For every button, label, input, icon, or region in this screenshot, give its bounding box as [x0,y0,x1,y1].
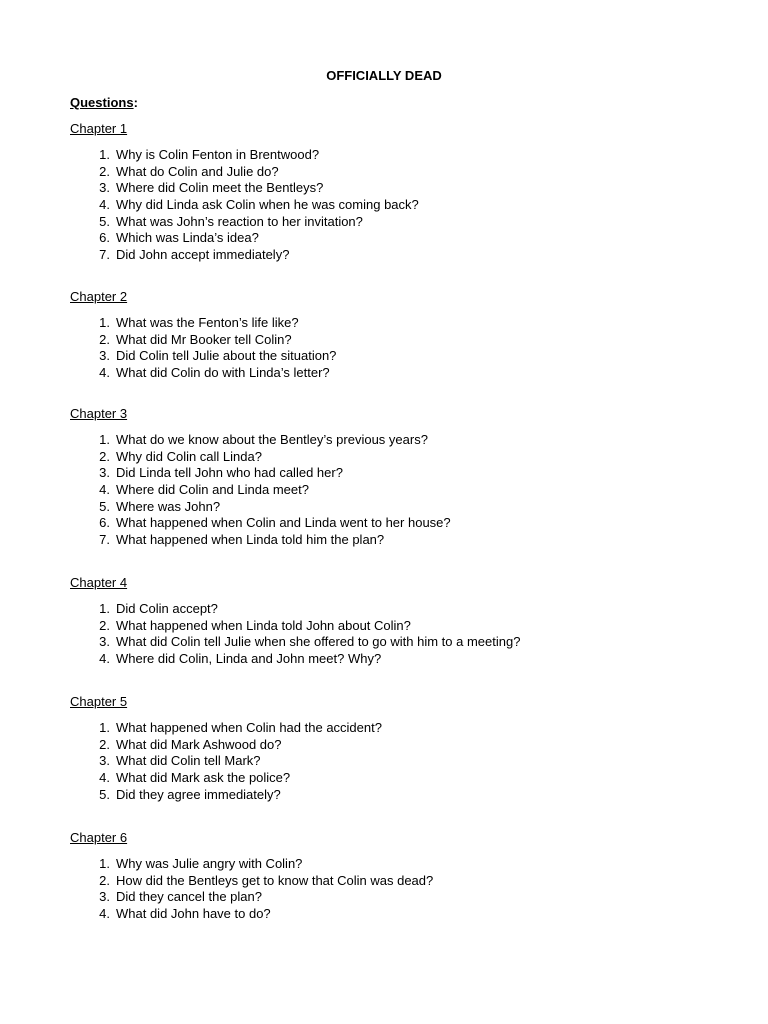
question-number: 1. [99,601,110,616]
question-item [70,787,710,804]
question-number: 1. [99,147,110,162]
question-item [70,315,710,332]
question-text: Where did Colin meet the Bentleys? [116,180,324,196]
question-item [70,180,710,197]
question-number: 4. [99,365,110,381]
question-number: 1. [99,432,110,447]
question-list [70,147,710,264]
chapter-title: Chapter 1 [70,121,128,136]
question-item [70,753,710,770]
chapter-section [70,830,710,923]
chapter-title: Chapter 5 [70,694,128,709]
question-item [70,197,710,214]
question-text: Did Linda tell John who had called her? [116,465,343,481]
question-item [70,737,710,754]
question-number: 3. [99,753,110,769]
question-text: What did Colin do with Linda’s letter? [116,365,330,381]
question-list [70,856,710,923]
question-number: 3. [99,465,110,481]
chapter-section [70,289,710,382]
question-number: 4. [99,482,110,498]
question-text: What did Colin tell Julie when she offered to go with him to a meeting? [116,634,521,650]
question-text: Did Colin tell Julie about the situation? [116,348,337,364]
question-item [70,465,710,482]
question-number: 1. [99,856,110,871]
question-item [70,770,710,787]
question-text: What happened when Linda told John about Colin? [116,617,411,633]
question-item [70,482,710,499]
question-text: What was John’s reaction to her invitation? [116,213,363,229]
question-text: What happened when Colin had the accident? [116,720,382,735]
question-number: 3. [99,634,110,650]
chapter-section [70,575,710,668]
question-number: 4. [99,197,110,213]
question-item [70,164,710,181]
question-number: 7. [99,532,110,548]
question-number: 2. [99,331,110,347]
question-text: Where did Colin and Linda meet? [116,482,309,498]
question-number: 2. [99,163,110,179]
question-text: What did John have to do? [116,906,271,922]
question-list [70,601,710,668]
question-item [70,601,710,618]
question-item [70,889,710,906]
question-item [70,499,710,516]
questions-heading-colon: : [133,95,138,110]
question-text: Did they agree immediately? [116,786,281,802]
question-number: 2. [99,448,110,464]
question-number: 6. [99,230,110,246]
question-item [70,720,710,737]
question-text: Did they cancel the plan? [116,889,262,905]
question-text: Why is Colin Fenton in Brentwood? [116,147,320,162]
question-text: How did the Bentleys get to know that Colin was dead? [116,872,434,888]
question-text: What did Mark Ashwood do? [116,736,282,752]
question-text: Why did Colin call Linda? [116,448,262,464]
question-item [70,532,710,549]
chapter-section [70,121,710,264]
question-text: Where was John? [116,498,221,514]
question-number: 2. [99,617,110,633]
question-text: What do we know about the Bentley’s previous years? [116,432,428,447]
question-text: What did Mark ask the police? [116,770,291,786]
question-text: Did John accept immediately? [116,247,290,263]
question-number: 3. [99,180,110,196]
question-item [70,651,710,668]
question-text: What do Colin and Julie do? [116,163,279,179]
chapter-section [70,694,710,803]
chapter-title: Chapter 4 [70,575,128,590]
question-number: 5. [99,786,110,802]
question-list [70,720,710,803]
questions-heading-text: Questions [70,95,134,110]
question-item [70,634,710,651]
question-item [70,856,710,873]
chapter-title: Chapter 3 [70,406,128,421]
question-item [70,515,710,532]
question-list [70,315,710,382]
question-number: 2. [99,736,110,752]
question-number: 5. [99,213,110,229]
question-text: What was the Fenton’s life like? [116,315,299,330]
question-number: 5. [99,498,110,514]
question-number: 1. [99,720,110,735]
question-number: 6. [99,515,110,531]
chapter-title: Chapter 6 [70,830,128,845]
question-item [70,906,710,923]
question-item [70,147,710,164]
question-text: What happened when Linda told him the plan? [116,532,385,548]
question-number: 4. [99,770,110,786]
question-text: What did Mr Booker tell Colin? [116,331,292,347]
chapter-title: Chapter 2 [70,289,128,304]
question-item [70,449,710,466]
question-number: 1. [99,315,110,330]
question-list [70,432,710,549]
document-title: OFFICIALLY DEAD [326,68,442,83]
question-item [70,348,710,365]
question-text: Which was Linda’s idea? [116,230,259,246]
question-item [70,432,710,449]
question-number: 4. [99,651,110,667]
question-number: 3. [99,348,110,364]
question-number: 2. [99,872,110,888]
question-item [70,214,710,231]
question-text: Where did Colin, Linda and John meet? Why? [116,651,382,667]
question-number: 7. [99,247,110,263]
questions-heading [70,95,138,111]
question-text: What did Colin tell Mark? [116,753,261,769]
question-item [70,230,710,247]
question-number: 4. [99,906,110,922]
question-text: What happened when Colin and Linda went to her house? [116,515,451,531]
question-text: Why was Julie angry with Colin? [116,856,303,871]
question-item [70,365,710,382]
question-item [70,873,710,890]
question-item [70,247,710,264]
question-item [70,618,710,635]
chapter-section [70,406,710,549]
question-item [70,332,710,349]
question-text: Why did Linda ask Colin when he was coming back? [116,197,419,213]
question-number: 3. [99,889,110,905]
question-text: Did Colin accept? [116,601,218,616]
